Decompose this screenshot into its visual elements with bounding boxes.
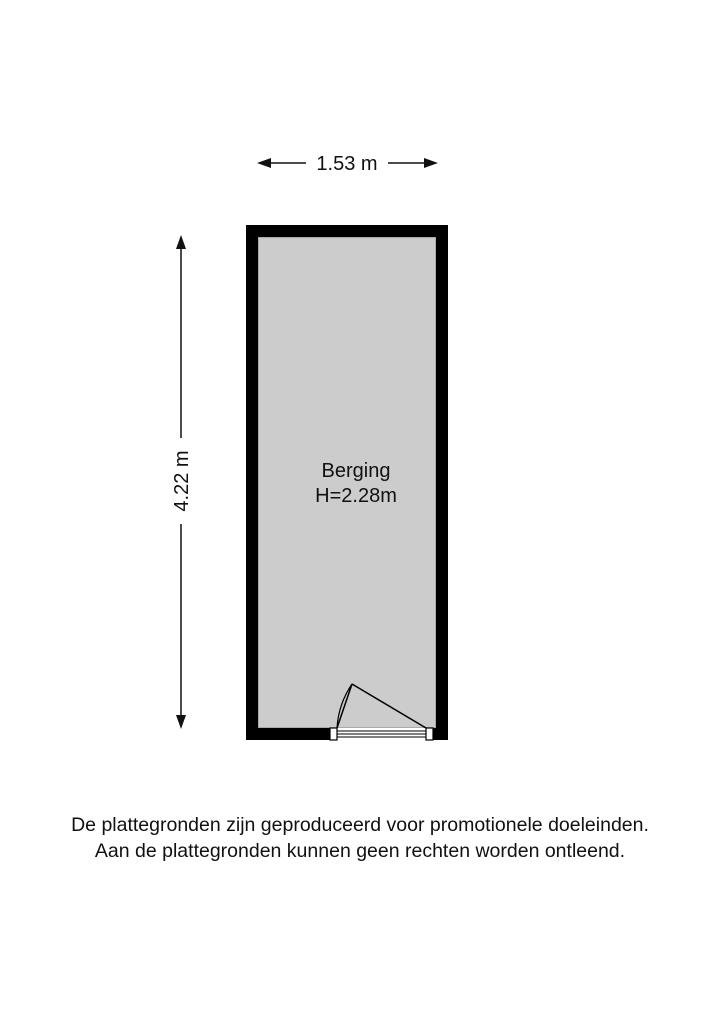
room-floor [258,237,436,728]
height-arrow-top-icon [176,235,186,249]
height-arrow-bottom-icon [176,715,186,729]
height-dimension-label: 4.22 m [171,450,193,512]
width-arrow-right-icon [424,158,438,168]
height-dimension [171,235,193,729]
disclaimer-line-1: De plattegronden zijn geproduceerd voor promotionele doeleinden. [71,814,649,836]
width-arrow-left-icon [257,158,271,168]
room-name-label: Berging [321,460,391,482]
door-jamb-right [426,728,433,740]
door-jamb-left [330,728,337,740]
disclaimer-line-2: Aan de plattegronden kunnen geen rechten worden ontleend. [94,840,626,862]
width-dimension [257,153,438,175]
width-dimension-label: 1.53 m [316,153,378,175]
room-berging [246,225,448,740]
room-height-label: H=2.28m [315,485,397,507]
